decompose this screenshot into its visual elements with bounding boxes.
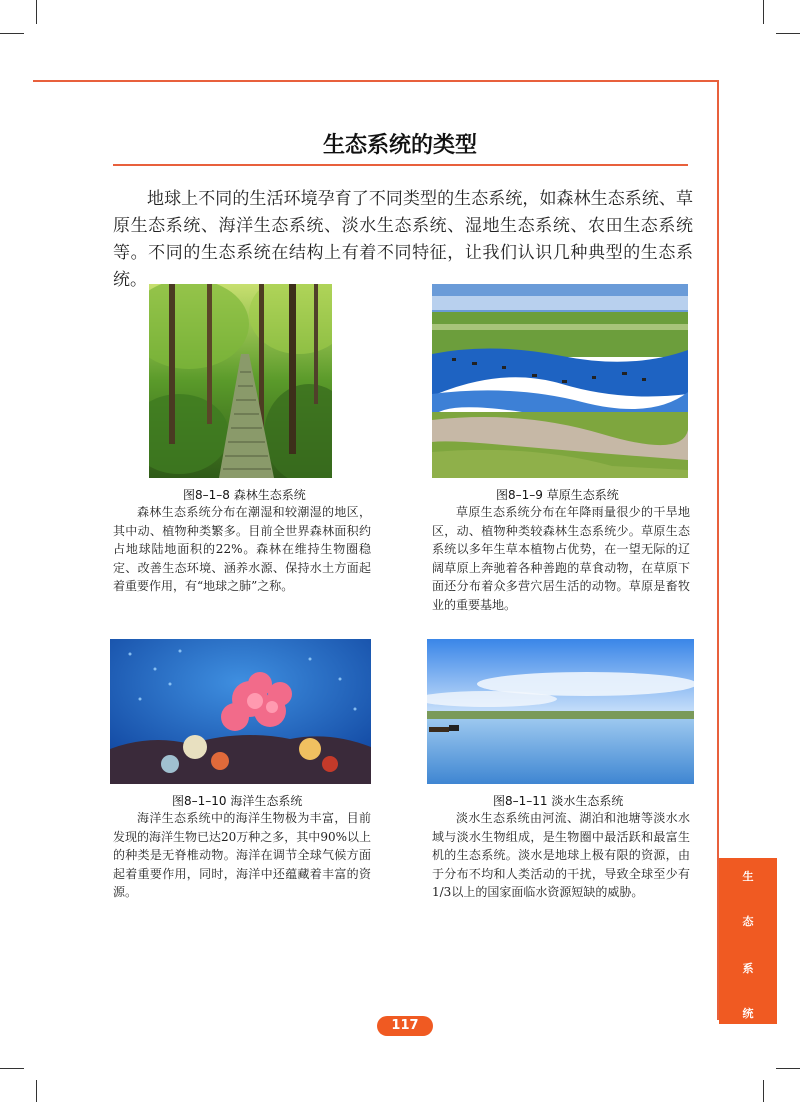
intro-paragraph: 地球上不同的生活环境孕育了不同类型的生态系统，如森林生态系统、草原生态系统、海洋生态系统、淡水生态系统、湿地生态系统、农田生态系统等。不同的生态系统在结构上有着不同特征，让我们认识几种典型的生态系统。 [113, 189, 693, 290]
ocean-photo [110, 639, 371, 784]
chapter-side-tab [719, 858, 777, 1024]
ocean-paragraph: 海洋生态系统中的海洋生物极为丰富，目前发现的海洋生物已达20万种之多，其中90%以上的种类是无脊椎动物。海洋在调节全球气候方面起着重要作用，同时，海洋中还蕴藏着丰富的资源。 [113, 811, 371, 899]
page-frame-top [33, 80, 719, 82]
side-tab-char: 统 [742, 1007, 754, 1020]
side-tab-char: 态 [742, 915, 754, 928]
figure-caption: 图8–1–10 海洋生态系统 [172, 794, 303, 808]
freshwater-paragraph: 淡水生态系统由河流、湖泊和池塘等淡水水域与淡水生物组成，是生物圈中最活跃和最富生机的生态系统。淡水是地球上极有限的资源，由于分布不均和人类活动的干扰，导致全球至少有1/3以上的国家面临水资源短缺的威胁。 [432, 811, 690, 899]
figure-caption: 图8–1–9 草原生态系统 [496, 488, 619, 502]
grassland-photo [432, 284, 688, 478]
grassland-paragraph: 草原生态系统分布在年降雨量很少的干旱地区，动、植物种类较森林生态系统少。草原生态系统以多年生草本植物占优势，在一望无际的辽阔草原上奔驰着各种善跑的草食动物，在草原下面还分布着众多营穴居生活的动物。草原是畜牧业的重要基地。 [432, 505, 690, 612]
crop-mark [36, 1080, 37, 1102]
figure-caption: 图8–1–11 淡水生态系统 [493, 794, 624, 808]
crop-mark [763, 0, 764, 24]
freshwater-photo [427, 639, 694, 784]
crop-mark [36, 0, 37, 24]
page-title: 生态系统的类型 [322, 133, 477, 158]
crop-mark [0, 33, 24, 34]
page-number: 117 [377, 1016, 433, 1036]
crop-mark [0, 1068, 24, 1069]
side-tab-char: 生 [742, 870, 754, 883]
side-tab-char: 系 [742, 962, 754, 975]
crop-mark [776, 33, 800, 34]
crop-mark [776, 1068, 800, 1069]
figure-caption: 图8–1–8 森林生态系统 [183, 488, 306, 502]
forest-photo [149, 284, 332, 478]
forest-paragraph: 森林生态系统分布在潮湿和较潮湿的地区，其中动、植物种类繁多。目前全世界森林面积约占地球陆地面积的22%。森林在维持生物圈稳定、改善生态环境、涵养水源、保持水土方面起着重要作用，有“地球之肺”之称。 [113, 505, 371, 593]
crop-mark [763, 1080, 764, 1102]
title-underline [113, 164, 688, 166]
